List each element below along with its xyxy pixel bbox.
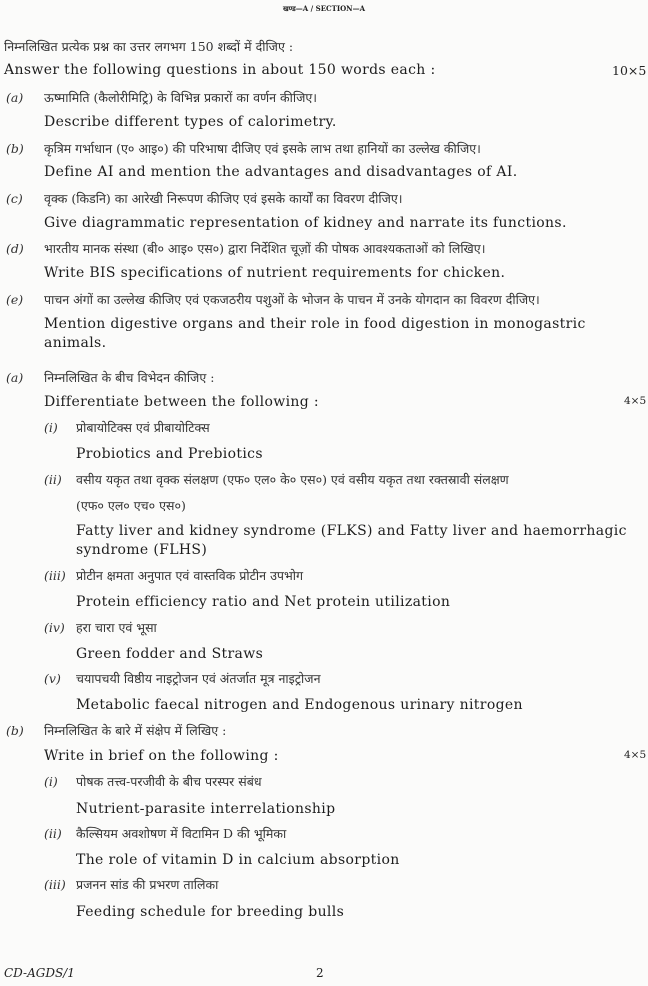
q2b-iii-hindi: प्रजनन सांड की प्रभरण तालिका <box>76 877 219 892</box>
q2b-ii-label: (ii) <box>44 826 62 841</box>
q2b-english: Write in brief on the following : <box>44 748 279 764</box>
q2a-ii-english-line1: Fatty liver and kidney syndrome (FLKS) and Fatty liver and haemorrhagic <box>76 523 627 539</box>
q1c-hindi: वृक्क (किडनि) का आरेखी निरूपण कीजिए एवं इसके कार्यों का विवरण दीजिए। <box>44 191 403 206</box>
q1d-hindi: भारतीय मानक संस्था (बी० आइ० एस०) द्वारा निर्देशित चूज़ों की पोषक आवश्यकताओं को लिखिए। <box>44 241 486 256</box>
q2a-iv-english: Green fodder and Straws <box>76 646 264 662</box>
q2a-iii-label: (iii) <box>44 568 66 583</box>
q1b-label: (b) <box>6 141 24 156</box>
q1-marks: 10×5 <box>612 63 647 78</box>
q2b-ii-hindi: कैल्सियम अवशोषण में विटामिन D की भूमिका <box>76 826 287 841</box>
q2a-ii-english-line2: syndrome (FLHS) <box>76 542 208 558</box>
q1e-hindi: पाचन अंगों का उल्लेख कीजिए एवं एकजठरीय पशुओं के भोजन के पाचन में उनके योगदान का विवरण दीजिए। <box>44 292 540 307</box>
q1e-english-line1: Mention digestive organs and their role in food digestion in monogastric <box>44 316 586 332</box>
q2a-v-hindi: चयापचयी विष्ठीय नाइट्रोजन एवं अंतर्जात मूत्र नाइट्रोजन <box>76 671 321 686</box>
q2b-marks: 4×5 <box>624 749 647 761</box>
q2a-english: Differentiate between the following : <box>44 394 319 410</box>
q1c-label: (c) <box>6 191 23 206</box>
q2b-ii-english: The role of vitamin D in calcium absorption <box>76 852 400 868</box>
q2a-iv-label: (iv) <box>44 620 65 635</box>
q1e-english-line2: animals. <box>44 335 107 351</box>
q2b-iii-english: Feeding schedule for breeding bulls <box>76 904 345 920</box>
q2a-iii-english: Protein efficiency ratio and Net protein utilization <box>76 594 451 610</box>
q1a-label: (a) <box>6 90 24 105</box>
q2a-i-hindi: प्रोबायोटिक्स एवं प्रीबायोटिक्स <box>76 420 210 435</box>
q2a-iii-hindi: प्रोटीन क्षमता अनुपात एवं वास्तविक प्रोटीन उपभोग <box>76 568 304 583</box>
page-number: 2 <box>316 966 324 980</box>
paper-code: CD-AGDS/1 <box>4 966 75 980</box>
q1d-english: Write BIS specifications of nutrient requirements for chicken. <box>44 265 506 281</box>
q2b-iii-label: (iii) <box>44 877 66 892</box>
q2a-v-english: Metabolic faecal nitrogen and Endogenous urinary nitrogen <box>76 697 523 713</box>
q2a-marks: 4×5 <box>624 395 647 407</box>
q1d-label: (d) <box>6 241 24 256</box>
q2a-ii-label: (ii) <box>44 472 62 487</box>
q2a-hindi: निम्नलिखित के बीच विभेदन कीजिए : <box>44 370 215 385</box>
q2a-label: (a) <box>6 370 24 385</box>
q2b-i-english: Nutrient-parasite interrelationship <box>76 801 336 817</box>
q1e-label: (e) <box>6 292 24 307</box>
q2a-i-english: Probiotics and Prebiotics <box>76 446 263 462</box>
q2b-label: (b) <box>6 723 24 738</box>
q1-instruction-english: Answer the following questions in about 150 words each : <box>4 62 436 78</box>
q2a-ii-hindi-line1: वसीय यकृत तथा वृक्क संलक्षण (एफ० एल० के० एस०) एवं वसीय यकृत तथा रक्तस्रावी संलक्षण <box>76 472 509 487</box>
section-heading: खण्ड—A / SECTION—A <box>282 4 366 13</box>
q1a-english: Describe different types of calorimetry. <box>44 114 337 130</box>
q2a-iv-hindi: हरा चारा एवं भूसा <box>76 620 157 635</box>
q2b-i-label: (i) <box>44 774 58 789</box>
q1a-hindi: ऊष्मामिति (कैलोरीमिट्रि) के विभिन्न प्रकारों का वर्णन कीजिए। <box>44 90 318 105</box>
q1-instruction-hindi: निम्नलिखित प्रत्येक प्रश्न का उत्तर लगभग 150 शब्दों में दीजिए : <box>4 39 294 54</box>
q1b-english: Define AI and mention the advantages and disadvantages of AI. <box>44 164 518 180</box>
q2b-i-hindi: पोषक तत्त्व-परजीवी के बीच परस्पर संबंध <box>76 774 262 789</box>
q2a-ii-hindi-line2: (एफ० एल० एच० एस०) <box>76 498 186 513</box>
q2a-i-label: (i) <box>44 420 58 435</box>
q2a-v-label: (v) <box>44 671 61 686</box>
q1b-hindi: कृत्रिम गर्भाधान (ए० आइ०) की परिभाषा दीजिए एवं इसके लाभ तथा हानियों का उल्लेख कीजिए। <box>44 141 481 156</box>
q2b-hindi: निम्नलिखित के बारे में संक्षेप में लिखिए : <box>44 723 227 738</box>
q1c-english: Give diagrammatic representation of kidney and narrate its functions. <box>44 215 567 231</box>
